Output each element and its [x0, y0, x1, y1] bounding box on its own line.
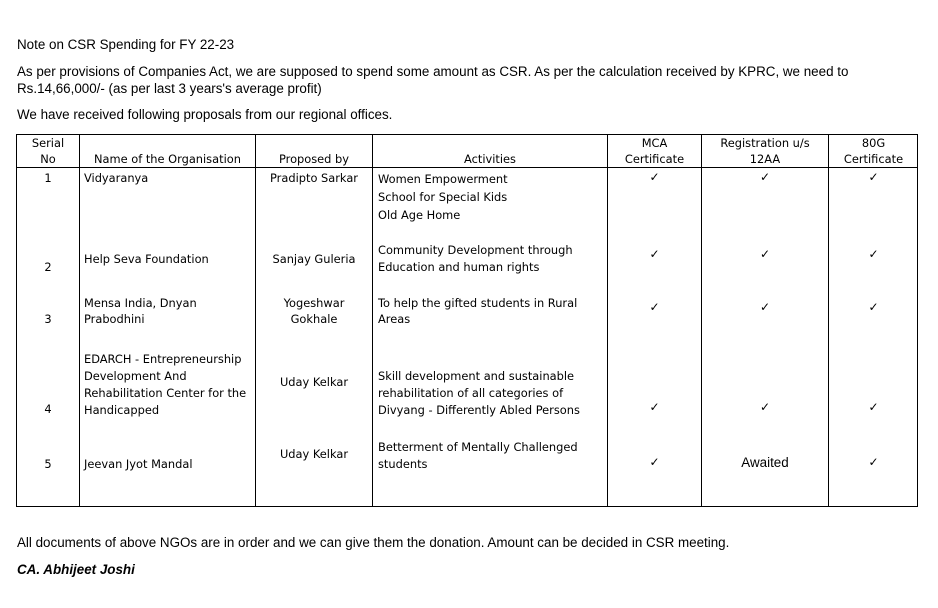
mca-check-icon: ✓: [649, 247, 660, 261]
proposals-line: We have received following proposals from our regional offices.: [17, 107, 393, 122]
header-activities: Activities: [464, 152, 516, 166]
row-org: Vidyaranya: [84, 171, 149, 185]
mca-check-icon: ✓: [649, 455, 660, 469]
row-serial: 4: [44, 402, 52, 416]
row-org: Mensa India, Dnyan Prabodhini: [84, 296, 197, 326]
proposals-table: [16, 134, 918, 507]
row-activities: Betterment of Mentally Challenged students: [378, 440, 578, 471]
row-org: Help Seva Foundation: [84, 252, 209, 266]
row-activities: To help the gifted students in Rural Areas: [378, 296, 578, 326]
column-divider: [79, 135, 80, 506]
row-serial: 1: [44, 171, 52, 185]
mca-check-icon: ✓: [649, 300, 660, 314]
row-activities: Community Development through Education and human rights: [378, 243, 573, 274]
row-proposed: Yogeshwar Gokhale: [283, 296, 345, 326]
row-serial: 3: [44, 312, 52, 326]
row-serial: 2: [44, 260, 52, 274]
intro-paragraph: As per provisions of Companies Act, we are supposed to spend some amount as CSR. As per the calculation received by KPRC, we need to Rs.14,66,000/- (as per last 3 years's average profit): [17, 64, 849, 96]
note-title: Note on CSR Spending for FY 22-23: [17, 37, 235, 52]
80g-check-icon: ✓: [868, 300, 879, 314]
row-proposed: Uday Kelkar: [279, 447, 349, 461]
registration-check-icon: ✓: [759, 170, 771, 184]
row-proposed: Pradipto Sarkar: [270, 171, 358, 185]
row-activities: Skill development and sustainable rehabilitation of all categories of Divyang - Differently Abled Persons: [378, 369, 580, 417]
registration-status-awaited: Awaited: [741, 455, 789, 470]
row-proposed: Sanjay Guleria: [272, 252, 356, 266]
header-registration: Registration u/s 12AA: [720, 136, 810, 166]
header-org: Name of the Organisation: [94, 152, 241, 166]
registration-check-icon: ✓: [759, 300, 771, 314]
registration-check-icon: ✓: [759, 400, 771, 414]
row-proposed: Uday Kelkar: [279, 375, 349, 389]
mca-check-icon: ✓: [649, 170, 660, 184]
row-org: EDARCH - Entrepreneurship Development And Rehabilitation Center for the Handicapped: [84, 352, 247, 417]
column-divider: [607, 135, 608, 506]
footer-note: All documents of above NGOs are in order and we can give them the donation. Amount can be decided in CSR meeting.: [17, 535, 730, 550]
header-mca: MCA Certificate: [624, 136, 685, 166]
header-serial: Serial No: [31, 136, 65, 166]
row-serial: 5: [44, 457, 52, 471]
row-activities: Women Empowerment School for Special Kids Old Age Home: [378, 172, 508, 222]
80g-check-icon: ✓: [868, 455, 879, 469]
signature: CA. Abhijeet Joshi: [17, 562, 135, 577]
row-org: Jeevan Jyot Mandal: [84, 457, 193, 471]
header-80g: 80G Certificate: [843, 136, 904, 166]
column-divider: [701, 135, 702, 506]
80g-check-icon: ✓: [868, 400, 879, 414]
column-divider: [828, 135, 829, 506]
column-divider: [372, 135, 373, 506]
80g-check-icon: ✓: [868, 247, 879, 261]
registration-check-icon: ✓: [759, 247, 771, 261]
header-proposed: Proposed by: [278, 152, 350, 166]
mca-check-icon: ✓: [649, 400, 660, 414]
header-divider: [17, 167, 917, 168]
80g-check-icon: ✓: [868, 170, 879, 184]
